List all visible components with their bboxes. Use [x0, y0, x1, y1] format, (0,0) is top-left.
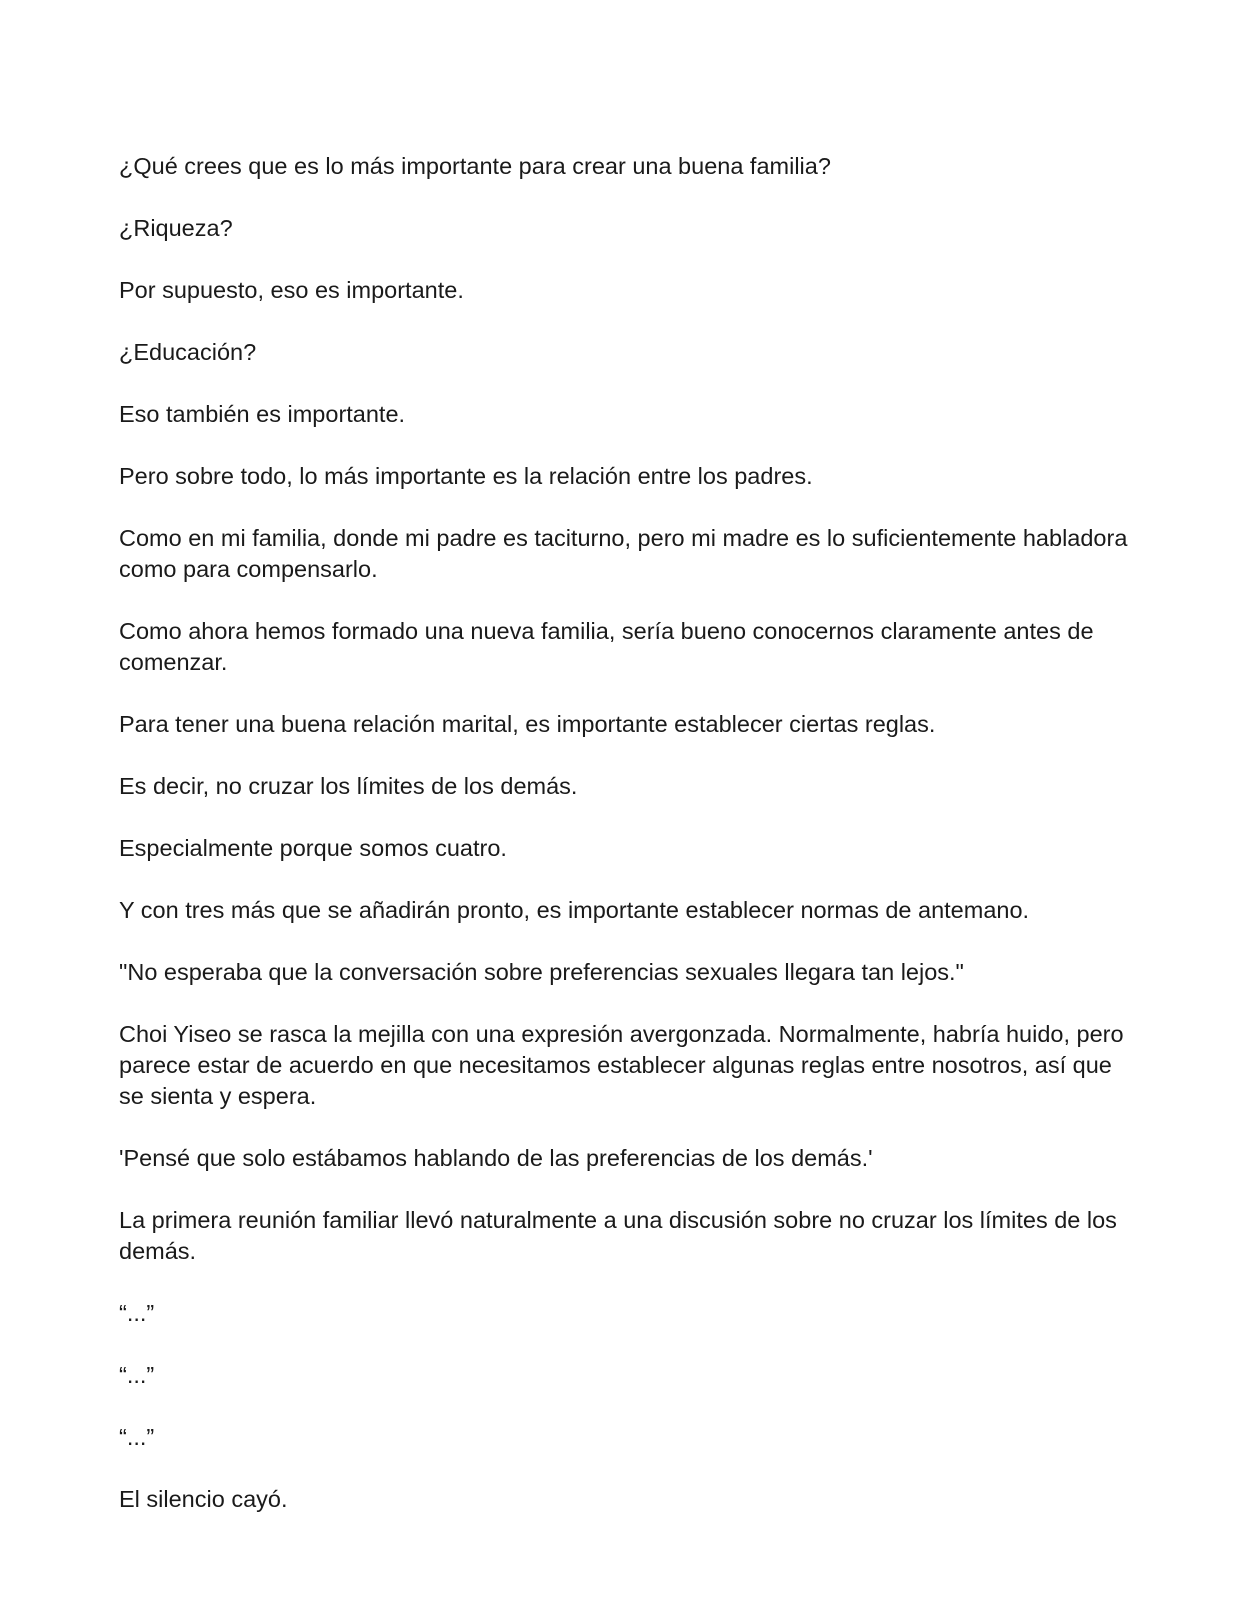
paragraph: Choi Yiseo se rasca la mejilla con una expresión avergonzada. Normalmente, habría huido, pero parece estar de acuerdo en que necesitamos establecer algunas reglas entre nosotros, así que se sienta y espera.: [119, 1021, 1124, 1109]
paragraph: ¿Qué crees que es lo más importante para crear una buena familia?: [119, 153, 831, 179]
paragraph: Es decir, no cruzar los límites de los demás.: [119, 773, 578, 799]
paragraph: "No esperaba que la conversación sobre preferencias sexuales llegara tan lejos.": [119, 959, 964, 985]
paragraph: Como ahora hemos formado una nueva familia, sería bueno conocernos claramente antes de comenzar.: [119, 618, 1094, 675]
document-body: [119, 151, 1129, 1546]
paragraph: Especialmente porque somos cuatro.: [119, 835, 507, 861]
paragraph: 'Pensé que solo estábamos hablando de las preferencias de los demás.': [119, 1145, 873, 1171]
paragraph: “...”: [119, 1424, 155, 1450]
paragraph: “...”: [119, 1362, 155, 1388]
paragraph: Pero sobre todo, lo más importante es la relación entre los padres.: [119, 463, 813, 489]
paragraph: La primera reunión familiar llevó naturalmente a una discusión sobre no cruzar los límites de los demás.: [119, 1207, 1117, 1264]
paragraph: “...”: [119, 1300, 155, 1326]
paragraph: ¿Educación?: [119, 339, 257, 365]
paragraph: Para tener una buena relación marital, es importante establecer ciertas reglas.: [119, 711, 936, 737]
paragraph: ¿Riqueza?: [119, 215, 233, 241]
paragraph: El silencio cayó.: [119, 1486, 288, 1512]
paragraph: Como en mi familia, donde mi padre es taciturno, pero mi madre es lo suficientemente habladora como para compensarlo.: [119, 525, 1128, 582]
paragraph: Y con tres más que se añadirán pronto, es importante establecer normas de antemano.: [119, 897, 1030, 923]
paragraph: Eso también es importante.: [119, 401, 406, 427]
paragraph: Por supuesto, eso es importante.: [119, 277, 464, 303]
